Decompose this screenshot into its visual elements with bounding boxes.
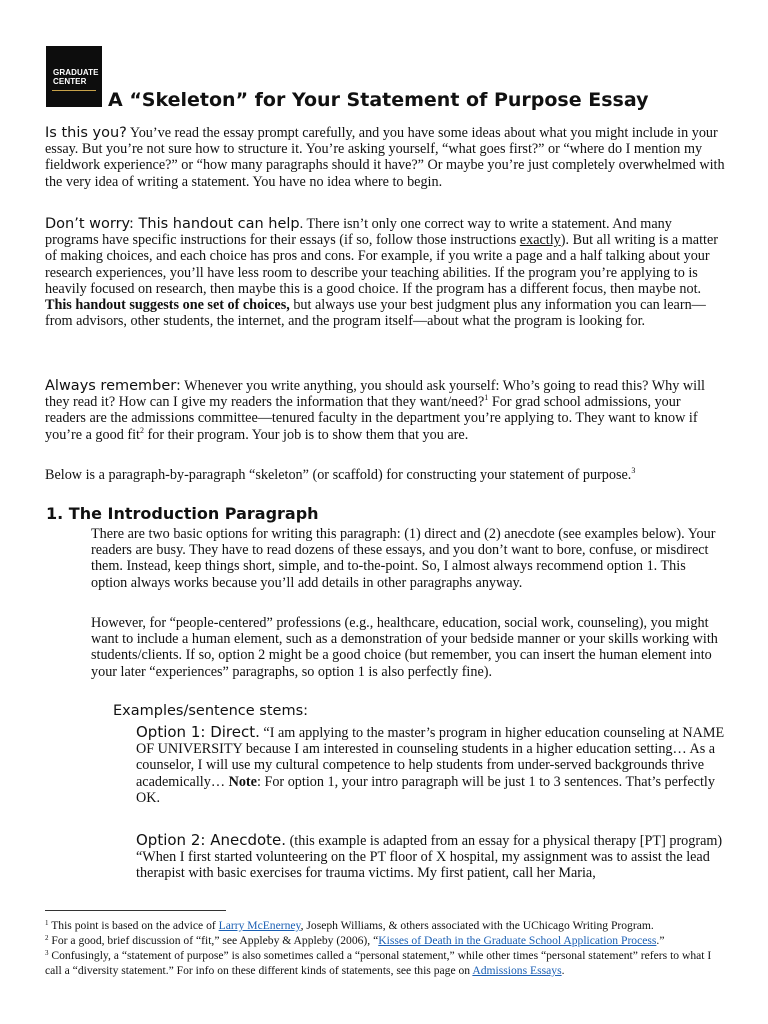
footnote-link[interactable]: Kisses of Death in the Graduate School Application Process bbox=[378, 934, 657, 947]
footnote-link[interactable]: Admissions Essays bbox=[472, 964, 562, 977]
paragraph-text: Whenever you write anything, you should ask yourself: Who’s going to read this? Why will they read it? How can I give my readers the information that they want/need? bbox=[45, 378, 705, 411]
footnote-ref[interactable]: 1 bbox=[484, 393, 489, 403]
paragraph-is-this-you bbox=[45, 125, 725, 190]
footnote-ref[interactable]: 3 bbox=[631, 466, 636, 475]
option-text: : For option 1, your intro paragraph will be just 1 to 3 sentences. That’s perfectly OK. bbox=[136, 773, 715, 806]
footnote-text: This point is based on the advice of bbox=[48, 919, 219, 932]
option-lead: Option 1: Direct. bbox=[136, 723, 260, 741]
option-lead: Option 2: Anecdote. bbox=[136, 831, 287, 849]
paragraph-text: ). But all writing is a matter of making choices, and each choice has pros and cons. For example, if you write a page and a half talking about your research experiences, you’ll have less room to describe your teaching abilities. If the program you’re applying to is heavily focused on research, then maybe this is a good choice. If the program has a different focus, then maybe not. bbox=[45, 232, 718, 297]
footnote-number: 1 bbox=[45, 919, 49, 927]
footnote-ref[interactable]: 2 bbox=[139, 425, 144, 435]
footnote-number: 3 bbox=[45, 949, 49, 957]
paragraph-text: Below is a paragraph-by-paragraph “skeleton” (or scaffold) for constructing your statement of purpose. bbox=[45, 467, 632, 483]
underlined-word: exactly bbox=[519, 232, 561, 249]
paragraph-text: for their program. Your job is to show them that you are. bbox=[143, 426, 469, 443]
section-heading: 1. The Introduction Paragraph bbox=[46, 504, 319, 523]
option-1-direct bbox=[136, 724, 725, 806]
paragraph-text: but always use your best judgment plus any information you can learn—from advisors, other students, the internet, and the program itself—about what the program is looking for. bbox=[45, 297, 706, 330]
footnote-text: Confusingly, a “statement of purpose” is also sometimes called a “personal statement,” while other times “personal statement” refers to what I call a “diversity statement.” For info on these different kinds of statements, see this page on bbox=[45, 949, 712, 977]
intro-paragraph-1: There are two basic options for writing this paragraph: (1) direct and (2) anecdote (see examples below). Your readers are busy. They have to read dozens of these essays, and you don’t want to bore, confuse, or misdirect them. Instead, keep things short, simple, and to-the-point. So, I almost always recommend option 1. This option always works because you’ll add details in other paragraphs anyway. bbox=[91, 526, 716, 591]
paragraph-text: You’ve read the essay prompt carefully, and you have some ideas about what you might include in your essay. But you’re not sure how to structure it. You’re asking yourself, “what goes first?” or “where do I mention my fieldwork experience?” or “how many paragraphs should it have?” Or maybe you’re just completely overwhelmed with the very idea of writing a statement. You have no idea where to begin. bbox=[45, 125, 725, 190]
bold-text: Note bbox=[228, 773, 257, 790]
option-text: (this example is adapted from an essay for a physical therapy [PT] program) “When I first started volunteering on the PT floor of X hospital, my assignment was to assist the lead therapist with basic exercises for trauma victims. My first patient, call her Maria, bbox=[136, 833, 723, 882]
footnote-number: 2 bbox=[45, 934, 49, 942]
option-2-anecdote bbox=[136, 832, 725, 882]
paragraph-text: For grad school admissions, your readers are the admissions committee—tenured faculty in the department you’re applying to. They want to know if you’re a good fit bbox=[45, 394, 698, 443]
footnote-text: . bbox=[561, 964, 565, 977]
logo-line1: GRADUATE bbox=[53, 68, 99, 77]
logo-line2: CENTER bbox=[53, 77, 87, 86]
logo-text bbox=[53, 68, 99, 86]
examples-heading: Examples/sentence stems: bbox=[113, 703, 309, 719]
intro-paragraph-2: However, for “people-centered” professions (e.g., healthcare, education, social work, counseling), you might want to include a human element, such as a demonstration of your bedside manner or your skills working with students/clients. If so, option 2 might be a good choice (but remember, you can insert the human element into your later “experiences” paragraphs, so option 1 is also perfectly fine). bbox=[91, 615, 718, 680]
footnote-text: For a good, brief discussion of “fit,” see Appleby & Appleby (2006), “ bbox=[48, 934, 379, 947]
paragraph-below bbox=[45, 467, 725, 483]
logo-accent-line bbox=[52, 90, 96, 91]
footnote-2 bbox=[45, 933, 725, 948]
paragraph-lead: Don’t worry: This handout can help bbox=[45, 216, 300, 232]
paragraph-text: . There isn’t only one correct way to write a statement. And many programs have specific instructions for their essays (if so, follow those instructions bbox=[45, 216, 672, 249]
option-text: “I am applying to the master’s program in higher education counseling at NAME OF UNIVERSITY because I am interested in counseling students in a higher education setting… As a counselor, I will use my cultural competence to help students from under-served backgrounds thrive academically… bbox=[136, 725, 725, 790]
paragraph-lead: Is this you? bbox=[45, 125, 127, 141]
page-title: A “Skeleton” for Your Statement of Purpose Essay bbox=[108, 89, 649, 111]
footnote-3 bbox=[45, 948, 725, 978]
footnote-divider bbox=[45, 910, 226, 911]
graduate-center-logo bbox=[46, 46, 102, 107]
paragraph-always-remember bbox=[45, 378, 725, 443]
paragraph-lead: Always remember: bbox=[45, 378, 181, 394]
footnote-text: .” bbox=[656, 934, 665, 947]
footnote-text: , Joseph Williams, & others associated with the UChicago Writing Program. bbox=[300, 919, 654, 932]
footnote-link[interactable]: Larry McEnerney bbox=[218, 919, 301, 932]
paragraph-dont-worry bbox=[45, 216, 725, 329]
footnote-1 bbox=[45, 918, 725, 933]
bold-text: This handout suggests one set of choices, bbox=[45, 297, 290, 314]
